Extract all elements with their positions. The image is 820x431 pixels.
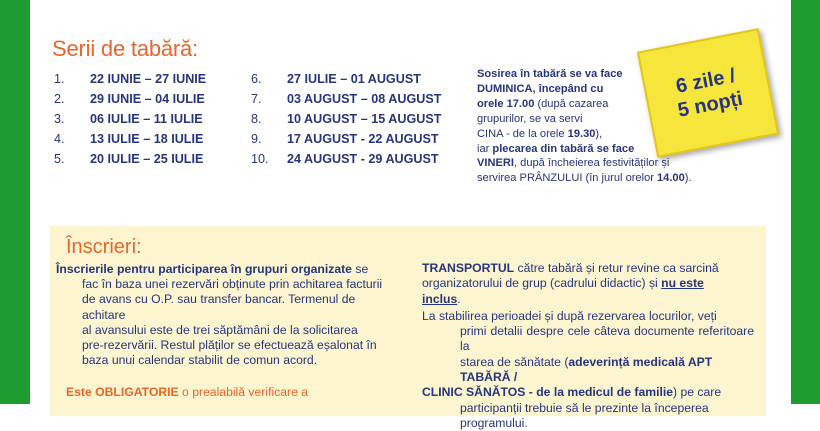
serii-row (251, 109, 441, 129)
sosirea-text: ), (595, 127, 603, 140)
serii-dates: 27 IULIE – 01 AUGUST (287, 72, 421, 86)
transport-line (422, 385, 754, 400)
transport-line: primi detalii despre cele câteva documente referitoare la (460, 324, 754, 354)
serii-number: 2. (54, 92, 65, 106)
inscrieri-line: al avansului este de trei săptămâni de la solicitarea (82, 322, 358, 337)
transport-line (422, 292, 754, 307)
serii-row (54, 129, 206, 149)
serii-number: 7. (251, 92, 262, 106)
medical-doc-emphasis: adeverință medicală APT TABĂRĂ / (460, 354, 713, 385)
transport-text: starea de sănătate ( (460, 354, 569, 369)
plecarea-heading: plecarea din tabără se face (492, 142, 635, 155)
sosirea-line (477, 171, 705, 186)
inscrieri-line: de avans cu O.P. sau transfer bancar. Termenul de achitare (82, 292, 356, 322)
obligatorie-note (66, 385, 308, 399)
sosirea-text: iar (477, 142, 493, 155)
serii-dates: 29 IUNIE – 04 IULIE (90, 92, 205, 106)
serii-dates: 06 IULIE – 11 IULIE (90, 112, 203, 126)
serii-dates: 24 AUGUST - 29 AUGUST (287, 152, 439, 166)
serii-number: 6. (251, 72, 262, 86)
inscrieri-line: baza unui calendar stabilit de comun acord. (82, 353, 318, 368)
serii-dates: 20 IULIE – 25 IULIE (90, 152, 204, 166)
serii-dates: 13 IULIE – 18 IULIE (90, 132, 204, 146)
serii-row (251, 129, 441, 149)
inscrieri-paragraph (56, 262, 396, 368)
serii-number: 1. (54, 72, 65, 86)
serii-dates: 17 AUGUST - 22 AUGUST (287, 132, 439, 146)
transport-line: La stabilirea perioadei și după rezervarea locurilor, veți (422, 308, 717, 323)
transport-text: . (457, 291, 461, 306)
sosirea-text: - de la orele (502, 127, 568, 140)
cina-hour: 19.30 (567, 127, 596, 140)
serii-row (54, 69, 206, 89)
medical-doc-emphasis: CLINIC SĂNĂTOS - de la medicul de familie (422, 385, 674, 400)
serii-number: 3. (54, 112, 65, 126)
transport-heading: TRANSPORTUL (422, 261, 515, 275)
serii-dates: 03 AUGUST – 08 AUGUST (287, 92, 442, 106)
not-included-emphasis: inclus (422, 291, 458, 306)
sosirea-text: , după încheierea festivităților și (514, 157, 670, 170)
plecarea-day: VINERI (477, 157, 514, 170)
pranz-hour: 14.00 (657, 172, 685, 185)
sosirea-line (477, 156, 705, 171)
transport-info (422, 261, 754, 431)
serii-row (54, 109, 206, 129)
inscrieri-line (56, 262, 396, 277)
serii-column-2 (251, 69, 441, 169)
badge-nights: 5 nopți (676, 87, 745, 122)
transport-line (422, 276, 754, 291)
sosirea-day: DUMINICA, începând cu (477, 82, 604, 95)
sosirea-text: CINA (477, 127, 503, 140)
green-border-right (791, 0, 820, 404)
serii-number: 8. (251, 112, 262, 126)
transport-text: ) pe care (673, 385, 722, 400)
sosirea-text: servirea PRÂNZULUI (în jurul orelor (477, 172, 658, 185)
obligatorie-text: o prealabilă verificare a (178, 385, 309, 399)
serii-row (251, 89, 441, 109)
badge-days: 6 zile / (674, 64, 738, 98)
transport-text: către tabără și retur revine ca sarcină (514, 261, 719, 275)
obligatorie-emphasis: Este OBLIGATORIE (66, 385, 179, 399)
serii-title: Serii de tabără: (52, 36, 198, 61)
not-included-emphasis: nu este (661, 276, 704, 291)
serii-row (54, 149, 206, 169)
transport-line: programului. (460, 415, 528, 430)
inscrieri-emphasis: Înscrierile pentru participarea în grupuri organizate (56, 262, 352, 276)
transport-text: organizatorului de grup (cadrului didactic) și (422, 276, 662, 291)
inscrieri-line: fac în baza unei rezervări obținute prin achitarea facturii (82, 277, 383, 292)
serii-dates: 10 AUGUST – 15 AUGUST (287, 112, 442, 126)
green-border-left (0, 0, 30, 404)
serii-number: 4. (54, 132, 65, 146)
serii-row (251, 69, 441, 89)
sosirea-hour: orele 17.00 (477, 97, 535, 110)
inscrieri-text: se (351, 262, 369, 276)
duration-badge (637, 28, 779, 158)
inscrieri-line: pre-rezervării. Restul plăților se efectuează eșalonat în (82, 338, 377, 353)
serii-number: 5. (54, 152, 65, 166)
serii-row (54, 89, 206, 109)
serii-number: 9. (251, 132, 262, 146)
sosirea-text: (după cazarea (534, 97, 609, 110)
serii-column-1 (54, 69, 206, 169)
serii-number: 10. (251, 152, 269, 166)
sosirea-line: grupurilor, se va servi (477, 112, 583, 125)
sosirea-heading: Sosirea în tabără se va face (477, 68, 623, 80)
sosirea-text: ). (684, 172, 692, 185)
transport-line (422, 261, 754, 276)
transport-line (422, 355, 754, 386)
serii-row (251, 149, 441, 169)
transport-line: participanții trebuie să le prezinte la începerea (460, 400, 709, 415)
inscrieri-title: Înscrieri: (66, 236, 142, 258)
serii-dates: 22 IUNIE – 27 IUNIE (90, 72, 207, 86)
